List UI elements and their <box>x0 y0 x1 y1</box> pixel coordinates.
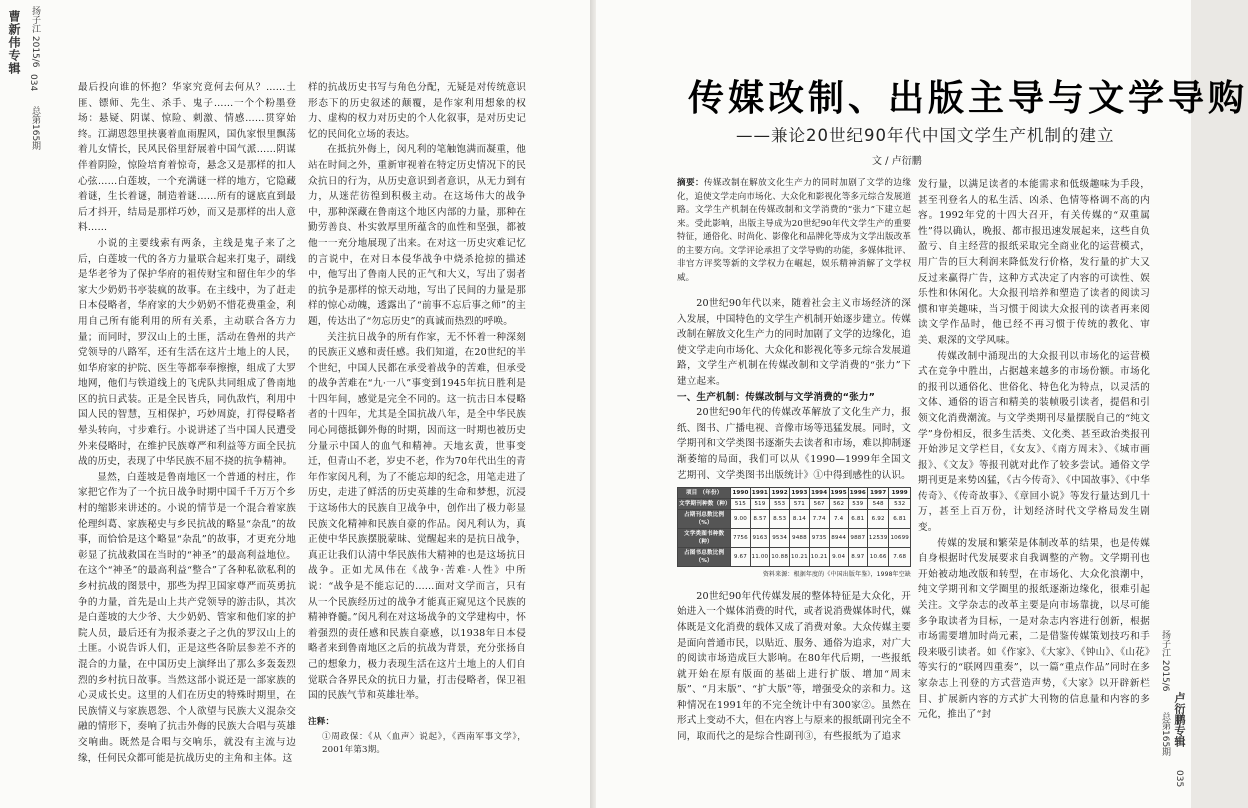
paragraph: 传媒改制中涌现出的大众报刊以市场化的运营模式在竞争中胜出，占据越来越多的市场份额。市场化的报刊以通俗化、世俗化、特色化为特点，以灵活的文体、通俗的语言和精美的装帧吸引读者，提倡和引领文化消费潮流。与文学类期刊尽量摆脱自己的“纯文学”身份相反，很多生活类、文化类、甚至政治类报刊开始涉足文学栏目，《女友》、《南方周末》、《城市画报》、《文友》等报刊就对此作了较多尝试。通俗文学期刊更是来势凶猛，《古今传奇》、《中国故事》、《中华传奇》、《传奇故事》、《章回小说》等发行量达到几十万，甚至上百万份，计划经济时代文学格局发生剧变。 <box>918 350 1150 534</box>
table-cell: 8944 <box>829 529 848 548</box>
table-header-cell: 1991 <box>750 488 770 499</box>
table-cell: 571 <box>790 499 810 510</box>
table-row <box>678 529 911 548</box>
paragraph: 20世纪90年代传媒发展的整体特征是大众化，开始进入一个媒体消费的时代，或者说消费媒体时代，媒体既是文化消费的载体又成了消费对象。大众传媒主要是面向普通市民，以贴近、服务、通俗为追求，对广大的阅读市场造成巨大影响。在80年代后期，一些报纸就开始在原有版面的基础上进行扩版、增加“周末版”、“月末版”、“扩大版”等，增强受众的亲和力。这种情况在1991年的不完全统计中有300家②。虽然在形式上变动不大，但在内容上与原来的报纸副刊完全不同，取而代之的是综合性副刊③，有些报纸为了追求 <box>677 590 911 743</box>
table-source: 资料来源：根据年度的《中国出版年鉴》，1998年空缺 <box>762 571 911 579</box>
table-row <box>678 510 911 529</box>
article-subtitle: ——兼论20世纪90年代中国文学生产机制的建立 <box>736 126 1115 145</box>
section-heading: 一、生产机制：传媒改制与文学消费的“张力” <box>677 391 876 403</box>
table-cell: 515 <box>731 499 750 510</box>
magazine-issue: 扬子江 2015/6 <box>1160 630 1170 692</box>
left-side-strip <box>8 6 68 166</box>
table-header-cell: 1996 <box>848 488 867 499</box>
statistics-table-wrap <box>677 487 911 583</box>
table-cell: 9488 <box>790 529 810 548</box>
issue-total: 总第165期 <box>1160 712 1170 757</box>
table-row-header: 占期刊总数比例（%） <box>678 510 731 529</box>
table-cell: 553 <box>770 499 790 510</box>
paragraph: 传媒的发展和繁荣是体制改革的结果，也是传媒自身根据时代发展要求自我调整的产物。文学期刊也开始被动地改版和转型，在市场化、大众化浪潮中，纯文学期刊和文学圈里的报纸逐渐边缘化，很难引起关注。文学杂志的改革主要是向市场靠拢，以尽可能多争取读者为目标，一是对杂志内容进行创新，根据市场需要增加时尚元素，二是借鉴传媒策划技巧和手段来吸引读者。如《作家》、《大家》、《钟山》、《山花》等实行的“联网四重奏”，以一篇“重点作品”同时在多家杂志上刊登的方式营造声势，《大家》以开辟新栏目、扩展新内容的方式扩大刊物的信息量和内容的多元化，推出了“封 <box>918 537 1150 721</box>
table-cell: 9.04 <box>829 548 848 567</box>
table-cell: 532 <box>889 499 911 510</box>
statistics-table <box>677 487 911 567</box>
table-header-row <box>678 488 911 499</box>
paragraph: 发行量，以满足读者的本能需求和低级趣味为手段，甚至刊登名人的私生活、凶杀、色情等格调不高的内容。1992年党的十四大召开，有关传媒的“双重属性”得以确认，晚报、都市报迅速发展起来，这些自负盈亏、自主经营的报纸采取完全商业化的运营模式，用广告的巨大利润来降低发行价格，发行量的扩大又反过来赢得广告，这种方式决定了内容的可读性、娱乐性和休闲化。大众报刊培养和塑造了读者的阅读习惯和审美趣味，当习惯于阅读大众报刊的读者再来阅读文学作品时，他已经不再习惯于传统的教化、审美、艰深的文学风味。 <box>918 179 1150 346</box>
left-column-2 <box>308 80 526 802</box>
right-side-strip <box>1160 630 1188 805</box>
paragraph: 小说的主要线索有两条，主线是鬼子来了之后，白莲坡一代的各方力量联合起来打鬼子，副线是华老爷为了保护华府的祖传财宝和留住年少的华家大少奶奶书亭装疯的故事。在主线中，为了赶走日本侵略者，华府家的大少奶奶不惜花费重金，利用自己所有能利用的所有关系，主动联合各方力量；而同时，罗汉山上的土匪，活动在鲁州的共产党领导的八路军，还有生活在这片土地上的人民，如华府家的护院、医生等都奉奉擦擦，组成了大罗地网，他们与铁道线上的飞虎队共同组成了鲁南地区的抗日武装。正是全民皆兵，同仇敌忾，利用中国人民的智慧，互相保护，巧妙周旋，打得侵略者晕头转向，寸步难行。小说讲述了当中国人民遭受外来侵略时，在维护民族尊严和利益等方面全民抗战的历史，表现了中华民族不屈不挠的抗争精神。 <box>78 237 296 468</box>
paragraph: 显然，白莲坡是鲁南地区一个普通的村庄，作家把它作为了一个抗日战争时期中国千千万万个乡村的缩影来讲述的。小说的情节是一个混合着家族伦理纠葛、家族秘史与乡民抗战的略显“杂乱”的故事，而恰恰是这个略显“杂乱”的故事，才更充分地彰显了抗战救国在当时的“神圣”的最高利益地位。在这个“神圣”的最高利益“整合”了各种私欲私利的乡村抗战的图景中，那些为捍卫国家尊严而英勇抗争的力量，首先是山上共产党领导的游击队，其次是白莲坡的大少爷、大少奶奶、管家和他们家的护院人员，最后还有为报杀妻之子之仇的罗汉山上的土匪。小说告诉人们，正是这些各阶层参差不齐的混合的力量，在中国历史上演绎出了那么多轰轰烈烈的乡村抗日故事。当然这部小说还是一部家族的心灵成长史。这里的人们在历史的特殊时期里，在民族情义与家族恩怨、个人欲望与民族大义混杂交融的情形下，奏响了抗击外侮的民族大合唱与英雄交响曲。既然是合唱与交响乐，就没有主流与边缘，任何民众都可能是抗战历史的主角和主体。这 <box>78 471 296 764</box>
paragraph: 最后投向谁的怀抱？华家究竟何去何从？……土匪、镖师、先生、杀手、鬼子……一个个粉墨登场：悬疑、阴谋、惊险、刺激、情感……贯穿始终。江湖恩怨里挟裹着血雨腥风，国仇家恨里飘荡着儿女情长，民风民俗里舒展着中国气派……阴谋伴着阴险，惊险培育着惊奇，悬念又是那样的扣人心弦……白莲坡，一个充满谜一样的地方，它隐藏着谜，生长着谜，制造着谜……所有的谜底直到最后才抖开，结局是那样巧妙，而又是那样的出人意料…… <box>78 82 296 234</box>
paragraph: 样的抗战历史书写与角色分配，无疑是对传统意识形态下的历史叙述的颠覆，是作家利用想象的权力、虚构的权力对历史的个人化叙事，是对历史记忆的民间化立场的表达。 <box>308 82 526 140</box>
notes-title: 注释： <box>308 716 335 727</box>
table-cell: 10.21 <box>809 548 829 567</box>
table-row-header: 文学类图书种数（种） <box>678 529 731 548</box>
table-header-cell: 1999 <box>889 488 911 499</box>
paragraph: 20世纪90年代的传媒改革解放了文化生产力，报纸、图书、广播电视、音像市场等迅猛发展。同时，文学期刊和文学类图书逐渐失去读者和市场，难以抑制逐渐萎缩的局面，我们可以从《1990—1999年全国文艺期刊、文学类图书出版统计》①中得到感性的认识。 <box>677 407 911 481</box>
footnotes <box>308 716 526 757</box>
table-cell: 10.21 <box>790 548 810 567</box>
magazine-issue: 扬子江 2015/6 <box>30 6 40 68</box>
table-header-cell: 1997 <box>867 488 889 499</box>
footnote: ①周政保：《从〈血声〉说起》，《西南军事文学》，2001年第3期。 <box>322 731 526 755</box>
table-cell: 8.14 <box>790 510 810 529</box>
table-header-cell: 1993 <box>790 488 810 499</box>
paragraph: 在抵抗外侮上，闵凡利的笔触饱满而凝重，他站在时间之外，重新审视着在特定历史情况下的民众抗日的行为，从历史意识到者意识，从无力到有力，从迷茫彷徨到积极主动。在这场伟大的战争中，那种深藏在鲁南这个地区内部的力量，那种在勤劳善良、朴实敦厚里所蕴含的血性和坚强，都被他一一充分地展现了出来。在对这一历史灾难记忆的言说中，在对日本侵华战争中烧杀抢掠的描述中，他写出了鲁南人民的正气和大义，写出了弱者的抗争是那样的惊天动地，写出了民间的力量是那样的惊心动魄，透露出了“前事不忘后事之师”的主题，传达出了“勿忘历史”的真诚而热烈的呼唤。 <box>308 144 526 327</box>
table-cell: 562 <box>829 499 848 510</box>
table-header-cell: 1992 <box>770 488 790 499</box>
table-header-cell: 1994 <box>809 488 829 499</box>
table-cell: 9887 <box>848 529 867 548</box>
table-cell: 6.92 <box>867 510 889 529</box>
table-cell: 8.57 <box>750 510 770 529</box>
table-cell: 6.81 <box>848 510 867 529</box>
table-cell: 9.00 <box>731 510 750 529</box>
page-number: 035 <box>1174 770 1184 788</box>
table-header-cell: 1990 <box>731 488 750 499</box>
table-cell: 548 <box>867 499 889 510</box>
table-row <box>678 548 911 567</box>
left-page <box>0 0 591 808</box>
right-column-2 <box>918 177 1150 804</box>
issue-total: 总第165期 <box>30 106 40 151</box>
table-row-header: 占图书总数比例（%） <box>678 548 731 567</box>
table-header-cell: 1995 <box>829 488 848 499</box>
article-title: 传媒改制、出版主导与文学导购 <box>688 78 1248 119</box>
table-cell: 9735 <box>809 529 829 548</box>
table-cell: 9163 <box>750 529 770 548</box>
page-number: 034 <box>28 74 38 92</box>
abstract-label: 摘要： <box>677 178 705 188</box>
table-cell: 9534 <box>770 529 790 548</box>
abstract-text: 传媒改制在解放文化生产力的同时加剧了文学的边缘化，追使文学走向市场化、大众化和影视化等多元综合发展道路。文学生产机制在传媒改制和文学消费的“张力”下建立起来。受此影响，出版主导成为20世纪90年代文学生产的重要特征，通俗化、时尚化、影像化和品牌化等成为文学出版改革的主要方向。文学评论承担了文学导购的功能，多媒体批评、非官方评奖等新的文学权力在崛起，娱乐精神消解了文学权威。 <box>677 178 911 283</box>
table-cell: 9.67 <box>731 548 750 567</box>
column-name: 曹新伟专辑 <box>7 10 21 75</box>
table-cell: 7.4 <box>829 510 848 529</box>
table-cell: 7.74 <box>809 510 829 529</box>
table-cell: 10699 <box>889 529 911 548</box>
table-cell: 10.66 <box>867 548 889 567</box>
table-cell: 567 <box>809 499 829 510</box>
table-cell: 11.00 <box>750 548 770 567</box>
table-cell: 8.97 <box>848 548 867 567</box>
table-cell: 539 <box>848 499 867 510</box>
table-row <box>678 499 911 510</box>
table-cell: 7756 <box>731 529 750 548</box>
table-cell: 519 <box>750 499 770 510</box>
table-cell: 7.68 <box>889 548 911 567</box>
column-name: 卢衍鹏专辑 <box>1173 692 1186 747</box>
table-cell: 12539 <box>867 529 889 548</box>
right-column-1 <box>677 296 911 804</box>
author-byline: 文 / 卢衍鹏 <box>872 156 922 167</box>
left-column-1 <box>78 80 296 802</box>
table-row-header: 文学期刊种数（种） <box>678 499 731 510</box>
paragraph: 20世纪90年代以来，随着社会主义市场经济的深入发展，中国特色的文学生产机制开始逐步建立。传媒改制在解放文化生产力的同时加剧了文学的边缘化，追使文学走向市场化、大众化和影视化等多元综合发展道路，文学生产机制在传媒改制和文学消费的“张力”下建立起来。 <box>677 298 911 387</box>
table-cell: 10.88 <box>770 548 790 567</box>
abstract <box>677 177 911 291</box>
table-header-cell: 项目 （年份） <box>678 488 731 499</box>
paragraph: 关注抗日战争的所有作家，无不怀着一种深刻的民族正义感和责任感。我们知道，在20世纪的半个世纪，中国人民都在承受着战争的苦难，但承受的战争苦难在“九·一八”事变到1945年抗日胜利是十四年间，感觉是完全不同的。这一抗击日本侵略者的十四年，尤其是全国抗战八年，是全中华民族同心同德抵御外侮的时期，因而这一时期也被历史分量示中国人的血气和精神。天地玄黄，世事变迁，但青山不老，岁史不老，作为70年代出生的青年作家闵凡利，为了不能忘却的纪念，用笔走进了历史，走进了鲜活的历史英雄的生命和梦想，沉浸于这场伟大的民族自卫战争中，创作出了极力彰显民族文化精神和民族自豪的作品。闵凡利认为，真正使中华民族摆脱蒙昧、觉醒起来的是抗日战争，真正让我们认清中华民族伟大精神的也是这场抗日战争。正如尤凤伟在《战争·苦难·人性》中所说：“战争是不能忘记的……面对文学而言，只有从一个民族经历过的战争才能真正窥见这个民族的精神脊髓。”闵凡利在对这场战争的文学建构中，怀着强烈的责任感和民族自豪感，以1938年日本侵略者来到鲁南地区之后的抗战为背景，充分张扬自己的想象力，极力表现生活在这片土地上的人们自觉联合各界民众的抗日力量，打击侵略者，保卫祖国的民族气节和英雄壮举。 <box>308 331 526 702</box>
table-cell: 6.81 <box>889 510 911 529</box>
table-cell: 8.53 <box>770 510 790 529</box>
